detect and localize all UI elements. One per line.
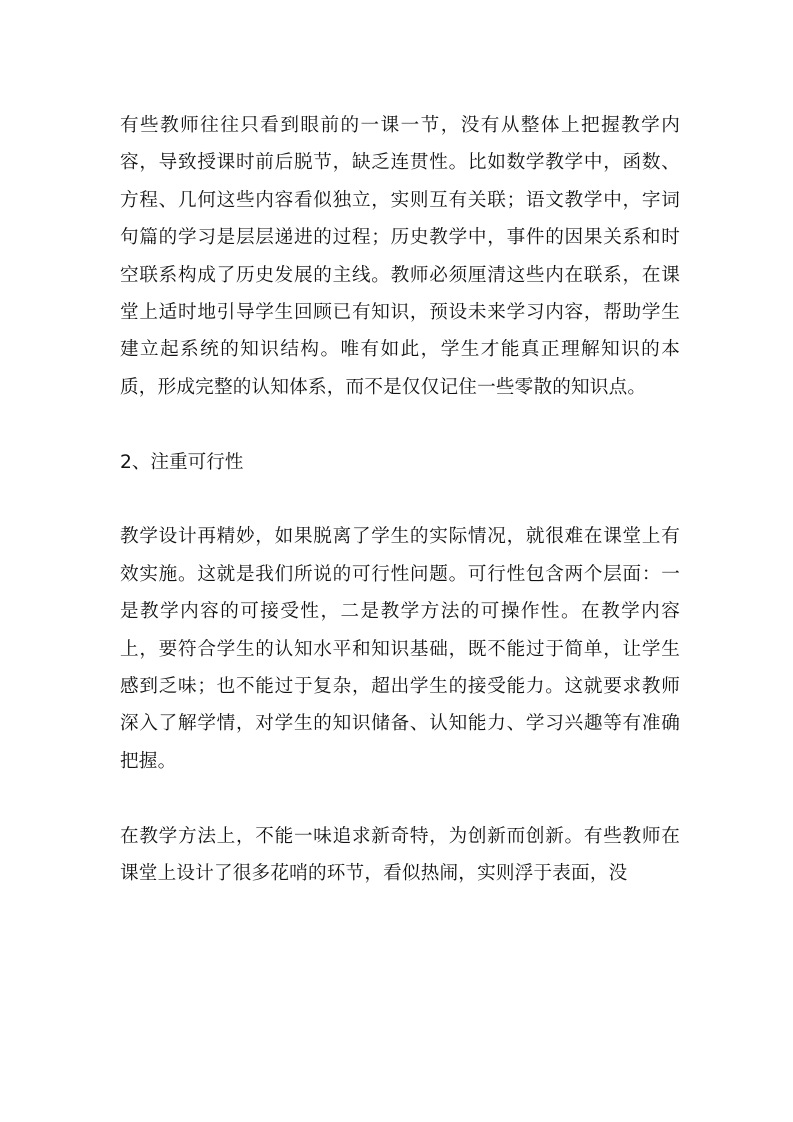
paragraph-gap [120, 780, 680, 817]
document-body [120, 107, 680, 892]
paragraph-integrity: 有些教师往往只看到眼前的一课一节，没有从整体上把握教学内容，导致授课时前后脱节，缺乏连贯性。比如数学教学中，函数、方程、几何这些内容看似独立，实则互有关联；语文教学中，字词句篇的学习是层层递进的过程；历史教学中，事件的因果关系和时空联系构成了历史发展的主线。教师必须厘清这些内在联系，在课堂上适时地引导学生回顾已有知识，预设未来学习内容，帮助学生建立起系统的知识结构。唯有如此，学生才能真正理解知识的本质，形成完整的认知体系，而不是仅仅记住一些零散的知识点。 [120, 115, 680, 398]
paragraph-teaching-method: 在教学方法上，不能一味追求新奇特，为创新而创新。有些教师在课堂上设计了很多花哨的环节，看似热闹，实则浮于表面，没 [120, 825, 680, 885]
paragraph-gap [120, 406, 680, 443]
paragraph-gap [120, 481, 680, 518]
section-heading-feasibility: 2、注重可行性 [120, 451, 244, 473]
paragraph-feasibility: 教学设计再精妙，如果脱离了学生的实际情况，就很难在课堂上有效实施。这就是我们所说的可行性问题。可行性包含两个层面：一是教学内容的可接受性，二是教学方法的可操作性。在教学内容上，要符合学生的认知水平和知识基础，既不能过于简单，让学生感到乏味；也不能过于复杂，超出学生的接受能力。这就要求教师深入了解学情，对学生的知识储备、认知能力、学习兴趣等有准确把握。 [120, 526, 680, 772]
